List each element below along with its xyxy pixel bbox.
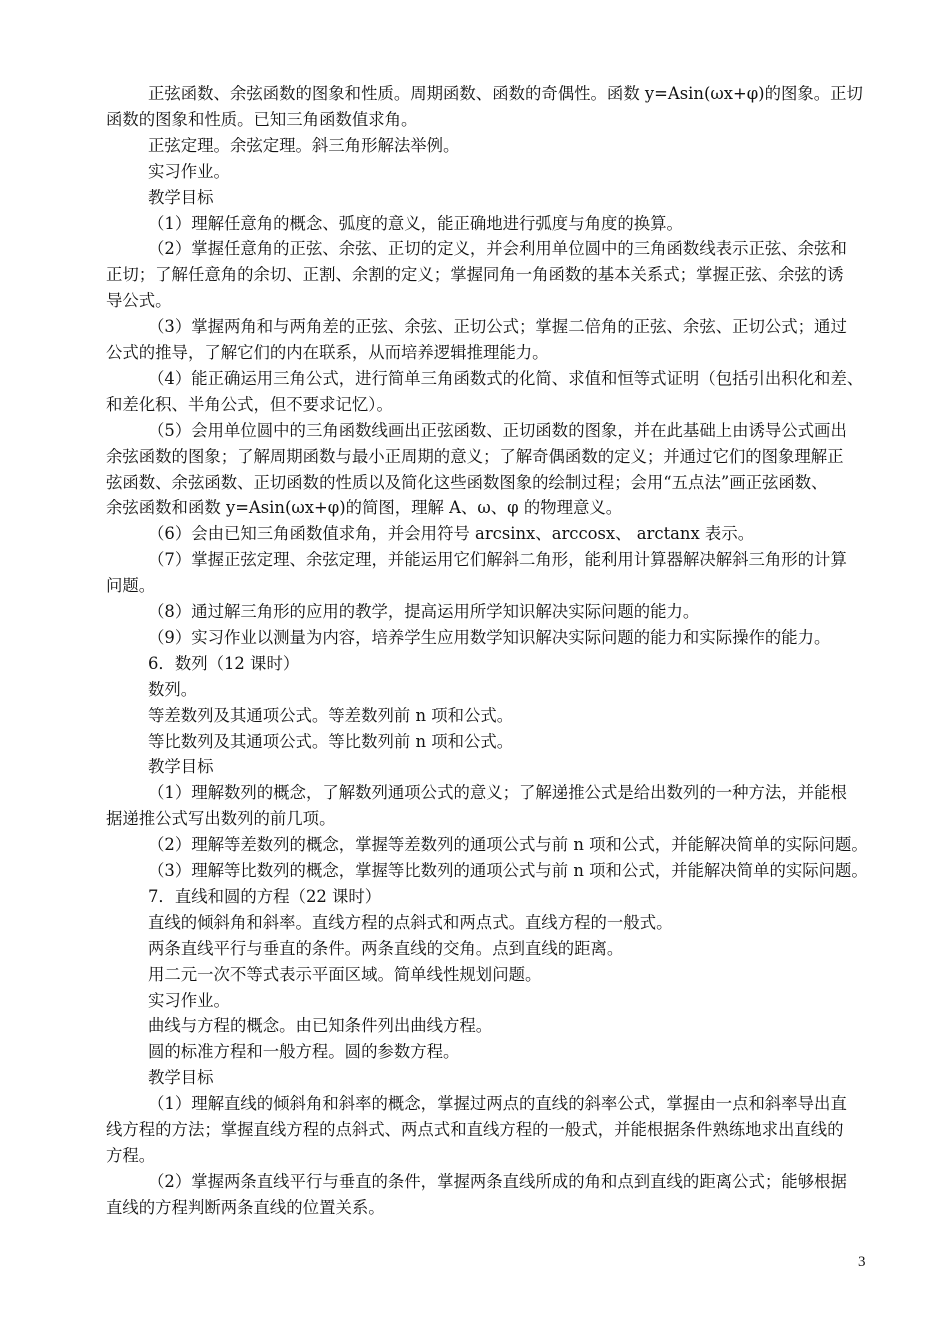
text-line: （2）掌握两条直线平行与垂直的条件，掌握两条直线所成的角和点到直线的距离公式；能够根据 xyxy=(148,1171,847,1191)
text-line: （1）理解数列的概念，了解数列通项公式的意义；了解递推公式是给出数列的一种方法，并能根 xyxy=(148,783,847,803)
text-line: 余弦函数的图象；了解周期函数与最小正周期的意义；了解奇偶函数的定义；并通过它们的图象理解正 xyxy=(106,446,844,466)
text-line: 教学目标 xyxy=(148,1068,214,1088)
text-line: 圆的标准方程和一般方程。圆的参数方程。 xyxy=(148,1042,460,1062)
text-line: （7）掌握正弦定理、余弦定理，并能运用它们解斜二角形，能利用计算器解决解斜三角形的计算 xyxy=(148,550,847,570)
text-line: 函数的图象和性质。已知三角函数值求角。 xyxy=(106,109,418,129)
text-line: （8）通过解三角形的应用的教学，提高运用所学知识解决实际问题的能力。 xyxy=(148,602,700,621)
text-line: （1）理解直线的倾斜角和斜率的概念，掌握过两点的直线的斜率公式，掌握由一点和斜率导出直 xyxy=(148,1094,847,1114)
text-line: 正弦函数、余弦函数的图象和性质。周期函数、函数的奇偶性。函数 y=Asin(ωx+φ)的图象。正切 xyxy=(148,84,863,103)
text-line: 用二元一次不等式表示平面区域。简单线性规划问题。 xyxy=(148,964,542,984)
text-line: 正切；了解任意角的余切、正割、余割的定义；掌握同角一角函数的基本关系式；掌握正弦、余弦的诱 xyxy=(106,265,844,285)
text-line: 数列。 xyxy=(148,679,198,699)
page-number: 3 xyxy=(858,1254,866,1270)
text-line: （2）理解等差数列的概念，掌握等差数列的通项公式与前 n 项和公式，并能解决简单的实际问题。 xyxy=(148,835,868,855)
text-line: 教学目标 xyxy=(148,187,214,207)
text-line: （6）会由已知三角函数值求角，并会用符号 arcsinx、arccosx、 arctanx 表示。 xyxy=(148,524,755,544)
text-line: 问题。 xyxy=(106,576,156,596)
text-line: （9）实习作业以测量为内容，培养学生应用数学知识解决实际问题的能力和实际操作的能力。 xyxy=(148,627,831,647)
text-line: 据递推公式写出数列的前几项。 xyxy=(106,809,336,829)
text-line: 公式的推导，了解它们的内在联系，从而培养逻辑推理能力。 xyxy=(106,343,549,362)
text-line: 余弦函数和函数 y=Asin(ωx+φ)的简图，理解 A、ω、φ 的物理意义。 xyxy=(106,498,623,518)
text-line: 弦函数、余弦函数、正切函数的性质以及简化这些函数图象的绘制过程；会用“五点法”画正弦函数、 xyxy=(106,472,828,492)
text-line: 等比数列及其通项公式。等比数列前 n 项和公式。 xyxy=(148,731,514,751)
text-line: （1）理解任意角的概念、弧度的意义，能正确地进行弧度与角度的换算。 xyxy=(148,213,683,233)
text-line: （4）能正确运用三角公式，进行简单三角函数式的化简、求值和恒等式证明（包括引出积化和差、 xyxy=(148,368,864,388)
text-line: 线方程的方法；掌握直线方程的点斜式、两点式和直线方程的一般式，并能根据条件熟练地求出直线的 xyxy=(106,1120,844,1139)
text-line: （3）理解等比数列的概念，掌握等比数列的通项公式与前 n 项和公式，并能解决简单的实际问题。 xyxy=(148,861,868,880)
text-line: 实习作业。 xyxy=(148,990,230,1010)
text-line: 等差数列及其通项公式。等差数列前 n 项和公式。 xyxy=(148,705,514,725)
text-line: 7．直线和圆的方程（22 课时） xyxy=(148,886,382,906)
text-line: 直线的方程判断两条直线的位置关系。 xyxy=(106,1197,385,1217)
text-line: 导公式。 xyxy=(106,291,172,311)
text-line: （2）掌握任意角的正弦、余弦、正切的定义，并会利用单位圆中的三角函数线表示正弦、余弦和 xyxy=(148,239,847,259)
text-line: 正弦定理。余弦定理。斜三角形解法举例。 xyxy=(148,135,460,155)
text-line: 曲线与方程的概念。由已知条件列出曲线方程。 xyxy=(148,1016,493,1036)
text-line: 方程。 xyxy=(106,1145,156,1165)
text-line: 6．数列（12 课时） xyxy=(148,653,300,673)
text-line: 实习作业。 xyxy=(148,161,230,181)
text-line: 直线的倾斜角和斜率。直线方程的点斜式和两点式。直线方程的一般式。 xyxy=(148,912,673,932)
text-line: （3）掌握两角和与两角差的正弦、余弦、正切公式；掌握二倍角的正弦、余弦、正切公式；通过 xyxy=(148,317,847,337)
text-line: （5）会用单位圆中的三角函数线画出正弦函数、正切函数的图象，并在此基础上由诱导公式画出 xyxy=(148,420,847,440)
text-line: 和差化积、半角公式，但不要求记忆）。 xyxy=(106,394,393,414)
text-line: 两条直线平行与垂直的条件。两条直线的交角。点到直线的距离。 xyxy=(148,938,624,958)
text-line: 教学目标 xyxy=(148,757,214,777)
